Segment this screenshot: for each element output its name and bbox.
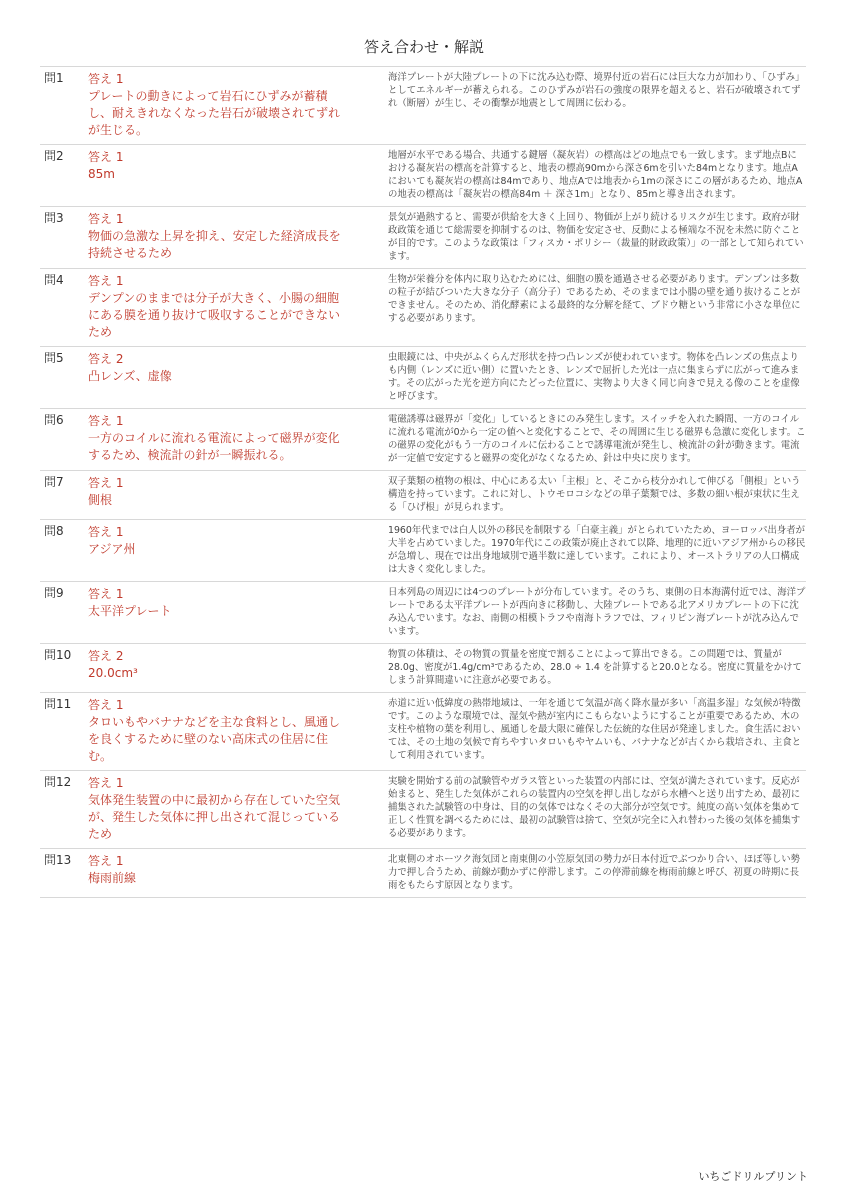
question-number: 問10 bbox=[40, 644, 88, 693]
question-number: 問12 bbox=[40, 771, 88, 849]
answer-label: 答え 1 bbox=[88, 525, 124, 539]
answer-text: 85m bbox=[88, 167, 115, 181]
answer-label: 答え 1 bbox=[88, 587, 124, 601]
explanation-text: 海洋プレートが大陸プレートの下に沈み込む際、境界付近の岩石には巨大な力が加わり、「ひずみ」としてエネルギーが蓄えられる。このひずみが岩石の強度の限界を超えると、岩石が破壊されてずれ（断層）が生じ、その衝撃が地震として周囲に伝わる。 bbox=[388, 67, 806, 145]
answer-row bbox=[40, 145, 806, 207]
explanation-text: 生物が栄養分を体内に取り込むためには、細胞の膜を通過させる必要があります。デンプンは多数の粒子が結びついた大きな分子（高分子）であるため、そのままでは小腸の壁を通り抜けることができません。そのため、消化酵素による最終的な分解を経て、ブドウ糖という非常に小さな単位にする必要があります。 bbox=[388, 269, 806, 347]
answer-cell bbox=[88, 269, 388, 347]
answer-label: 答え 1 bbox=[88, 72, 124, 86]
answer-cell bbox=[88, 771, 388, 849]
answer-row bbox=[40, 849, 806, 898]
question-number: 問13 bbox=[40, 849, 88, 898]
answer-row bbox=[40, 771, 806, 849]
explanation-text: 地層が水平である場合、共通する鍵層（凝灰岩）の標高はどの地点でも一致します。まず地点Bにおける凝灰岩の標高を計算すると、地表の標高90mから深さ6mを引いた84mとなります。地点Aにおいても凝灰岩の標高は84mであり、地点Aでは地表から1mの深さにこの層があるため、地点Aの地表の標高は「凝灰岩の標高84m ＋ 深さ1m」となり、85mと導き出されます。 bbox=[388, 145, 806, 207]
explanation-text: 1960年代までは白人以外の移民を制限する「白豪主義」がとられていたため、ヨーロッパ出身者が大半を占めていました。1970年代にこの政策が廃止されて以降、地理的に近いアジア州からの移民が急増し、現在では出身地域別で過半数に達しています。これにより、オーストラリアの人口構成は大きく変化しました。 bbox=[388, 520, 806, 582]
question-number: 問1 bbox=[40, 67, 88, 145]
question-number: 問7 bbox=[40, 471, 88, 520]
answer-cell bbox=[88, 145, 388, 207]
page-title: 答え合わせ・解説 bbox=[363, 38, 484, 56]
explanation-text: 双子葉類の植物の根は、中心にある太い「主根」と、そこから枝分かれして伸びる「側根」という構造を持っています。これに対し、トウモロコシなどの単子葉類では、多数の細い根が束状に生える「ひげ根」が見られます。 bbox=[388, 471, 806, 520]
answer-cell bbox=[88, 67, 388, 145]
answer-text: デンプンのままでは分子が大きく、小腸の細胞にある膜を通り抜けて吸収することができないため bbox=[88, 291, 341, 339]
answer-text: 太平洋プレート bbox=[88, 604, 172, 618]
answer-row bbox=[40, 67, 806, 145]
answer-label: 答え 1 bbox=[88, 274, 124, 288]
answer-text: タロいもやバナナなどを主な食料とし、風通しを良くするために壁のない高床式の住居に住む。 bbox=[88, 715, 341, 763]
answer-cell bbox=[88, 849, 388, 898]
answer-text: 梅雨前線 bbox=[88, 871, 137, 885]
question-number: 問6 bbox=[40, 409, 88, 471]
explanation-text: 日本列島の周辺には4つのプレートが分布しています。そのうち、東側の日本海溝付近では、海洋プレートである太平洋プレートが西向きに移動し、大陸プレートである北アメリカプレートの下に沈み込んでいます。なお、南側の相模トラフや南海トラフでは、フィリピン海プレートが沈み込んでいます。 bbox=[388, 582, 806, 644]
answer-label: 答え 1 bbox=[88, 854, 124, 868]
answer-text: 気体発生装置の中に最初から存在していた空気が、発生した気体に押し出されて混じっているため bbox=[88, 793, 341, 841]
answer-cell bbox=[88, 693, 388, 771]
answer-cell bbox=[88, 207, 388, 269]
answer-row bbox=[40, 520, 806, 582]
explanation-text: 物質の体積は、その物質の質量を密度で割ることによって算出できる。この問題では、質量が28.0g、密度が1.4g/cm³であるため、28.0 ÷ 1.4 を計算すると20.0となる。密度に質量をかけてしまう計算間違いに注意が必要である。 bbox=[388, 644, 806, 693]
answer-row bbox=[40, 471, 806, 520]
question-number: 問11 bbox=[40, 693, 88, 771]
answer-label: 答え 1 bbox=[88, 476, 124, 490]
answer-label: 答え 2 bbox=[88, 649, 124, 663]
question-number: 問2 bbox=[40, 145, 88, 207]
answer-text: 一方のコイルに流れる電流によって磁界が変化するため、検流計の針が一瞬振れる。 bbox=[88, 431, 340, 462]
answer-text: 物価の急激な上昇を抑え、安定した経済成長を持続させるため bbox=[88, 229, 341, 260]
explanation-text: 赤道に近い低緯度の熱帯地域は、一年を通じて気温が高く降水量が多い「高温多湿」な気候が特徴です。このような環境では、湿気や熱が室内にこもらないようにすることが重要であるため、木の支柱や植物の葉を利用し、風通しを最大限に確保した伝統的な住居が発達しました。食生活においては、その土地の気候で育ちやすいタロいもやヤムいも、バナナなどが古くから栽培され、主食として利用されています。 bbox=[388, 693, 806, 771]
answer-row bbox=[40, 347, 806, 409]
answer-label: 答え 1 bbox=[88, 698, 124, 712]
answer-row bbox=[40, 644, 806, 693]
answer-row bbox=[40, 693, 806, 771]
answer-row bbox=[40, 269, 806, 347]
answer-label: 答え 1 bbox=[88, 212, 124, 226]
explanation-text: 虫眼鏡には、中央がふくらんだ形状を持つ凸レンズが使われています。物体を凸レンズの焦点よりも内側（レンズに近い側）に置いたとき、レンズで屈折した光は一点に集まらずに広がって進みます。その広がった光を逆方向にたどった位置に、実物より大きく同じ向きで見える像のことを虚像と呼びます。 bbox=[388, 347, 806, 409]
question-number: 問9 bbox=[40, 582, 88, 644]
answer-text: 凸レンズ、虚像 bbox=[88, 369, 172, 383]
question-number: 問5 bbox=[40, 347, 88, 409]
answer-text: アジア州 bbox=[88, 542, 136, 556]
answer-cell bbox=[88, 582, 388, 644]
answer-cell bbox=[88, 409, 388, 471]
explanation-text: 電磁誘導は磁界が「変化」しているときにのみ発生します。スイッチを入れた瞬間、一方のコイルに流れる電流が0から一定の値へと変化することで、その周囲に生じる磁界も急激に変化します。この磁界の変化がもう一方のコイルに伝わることで誘導電流が発生し、検流計の針が動きます。電流が一定値で安定すると磁界の変化がなくなるため、針は中央に戻ります。 bbox=[388, 409, 806, 471]
answer-text: 20.0cm³ bbox=[88, 666, 138, 680]
footer-brand: いちごドリルプリント bbox=[698, 1170, 808, 1183]
answer-text: 側根 bbox=[88, 493, 113, 507]
answer-cell bbox=[88, 644, 388, 693]
answer-row bbox=[40, 409, 806, 471]
answer-label: 答え 1 bbox=[88, 776, 124, 790]
answer-cell bbox=[88, 471, 388, 520]
answer-label: 答え 2 bbox=[88, 352, 124, 366]
answer-row bbox=[40, 582, 806, 644]
question-number: 問8 bbox=[40, 520, 88, 582]
answer-cell bbox=[88, 520, 388, 582]
answer-label: 答え 1 bbox=[88, 414, 124, 428]
explanation-text: 実験を開始する前の試験管やガラス管といった装置の内部には、空気が満たされています。反応が始まると、発生した気体がこれらの装置内の空気を押し出しながら水槽へと送り出すため、最初に捕集された試験管の中身は、目的の気体ではなくその大部分が空気です。純度の高い気体を集めて正しく性質を調べるためには、最初の試験管は捨て、空気が完全に入れ替わった後の気体を捕集する必要があります。 bbox=[388, 771, 806, 849]
answer-label: 答え 1 bbox=[88, 150, 124, 164]
question-number: 問4 bbox=[40, 269, 88, 347]
answer-cell bbox=[88, 347, 388, 409]
explanation-text: 北東側のオホーツク海気団と南東側の小笠原気団の勢力が日本付近でぶつかり合い、ほぼ等しい勢力で押し合うため、前線が動かずに停滞します。この停滞前線を梅雨前線と呼び、初夏の時期に長雨をもたらす原因となります。 bbox=[388, 849, 806, 898]
question-number: 問3 bbox=[40, 207, 88, 269]
explanation-text: 景気が過熱すると、需要が供給を大きく上回り、物価が上がり続けるリスクが生じます。政府が財政政策を通じて総需要を抑制するのは、物価を安定させ、反動による極端な不況を未然に防ぐことが目的です。このような政策は「フィスカ・ポリシー（裁量的財政政策）」の一部として知られています。 bbox=[388, 207, 806, 269]
answer-row bbox=[40, 207, 806, 269]
answer-table bbox=[40, 66, 806, 898]
answer-text: プレートの動きによって岩石にひずみが蓄積し、耐えきれなくなった岩石が破壊されてずれが生じる。 bbox=[88, 89, 341, 137]
